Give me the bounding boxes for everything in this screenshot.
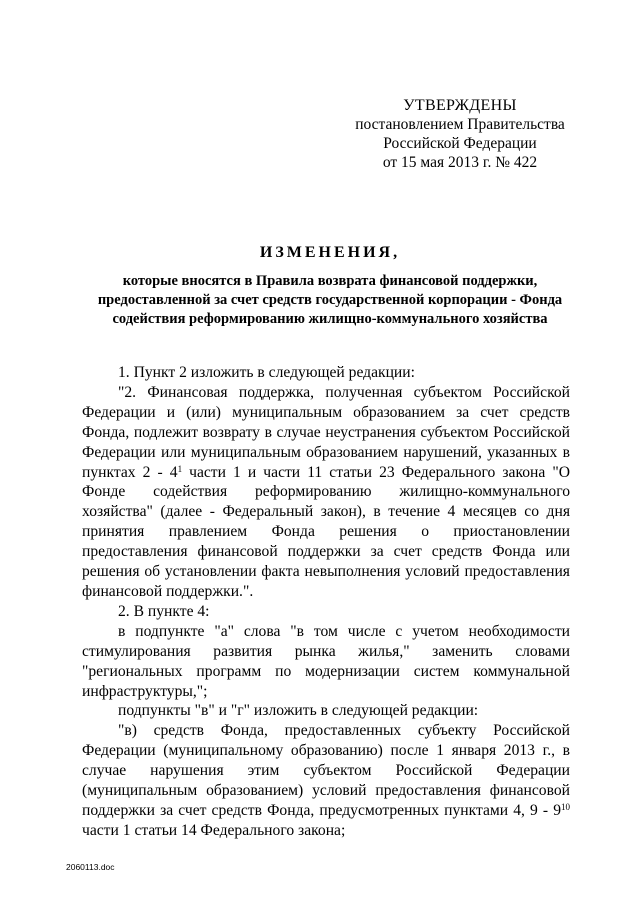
approval-stamp: [340, 96, 580, 172]
file-name: 2060113.doc: [66, 862, 115, 872]
approval-line-2: Российской Федерации: [383, 135, 537, 152]
paragraph-5: подпункты "в" и "г" изложить в следующей редакции:: [118, 702, 479, 720]
paragraph-2-text-a: "2. Финансовая поддержка, полученная субъектом Российской Федерации и (или) муниципальным образованием за счет средств Фонда, подлежит возврату в случае неустранения субъектом Российской Федерации или муниципальным образованием нарушений, указанных в пунктах 2 - 4: [82, 383, 570, 481]
paragraph-6-superscript: 10: [561, 801, 570, 812]
subtitle-line-3: содействия реформированию жилищно-коммунального хозяйства: [112, 311, 548, 327]
paragraph-2-text-b: части 1 и части 11 статьи 23 Федерального закона "О Фонде содействия реформированию жилищно-коммунального хозяйства" (далее - Федеральный закон), в течение 4 месяцев со дня принятия правлением Фонда решения о приостановлении предоставления финансовой поддержки за счет средств Фонда или решения об установлении факта невыполнения условий предоставления финансовой поддержки.".: [82, 463, 570, 600]
title-main: ИЗМЕНЕНИЯ,: [259, 244, 401, 261]
paragraph-1: 1. Пункт 2 изложить в следующей редакции:: [118, 364, 415, 381]
subtitle-line-2: предоставленной за счет средств государственной корпорации - Фонда: [97, 292, 563, 308]
subtitle-line-1: которые вносятся в Правила возврата финансовой поддержки,: [122, 273, 538, 289]
paragraph-6-text-a: "в) средств Фонда, предоставленных субъекту Российской Федерации (муниципальному образованию) после 1 января 2013 г., в случае нарушения этим субъектом Российской Федерации (муниципальным образованием) условий предоставления финансовой поддержки за счет средств Фонда, предусмотренных пунктами 4, 9 - 9: [82, 722, 570, 819]
document-body: [82, 363, 570, 841]
approval-line-1: постановлением Правительства: [355, 116, 565, 133]
paragraph-2-superscript: 1: [177, 463, 183, 474]
paragraph-4: в подпункте "а" слова "в том числе с учетом необходимости стимулирования развития рынка жилья," заменить словами "региональных программ по модернизации систем коммунальной инфраструктуры,";: [82, 622, 570, 700]
document-title: [75, 242, 585, 329]
paragraph-2: [82, 383, 570, 602]
paragraph-6-text-b: части 1 статьи 14 Федерального закона;: [82, 821, 346, 839]
approval-heading: УТВЕРЖДЕНЫ: [403, 97, 517, 114]
approval-line-3: от 15 мая 2013 г. № 422: [382, 154, 538, 171]
paragraph-6: [82, 721, 570, 840]
title-subtitle: [75, 272, 585, 329]
paragraph-3: 2. В пункте 4:: [118, 602, 210, 620]
